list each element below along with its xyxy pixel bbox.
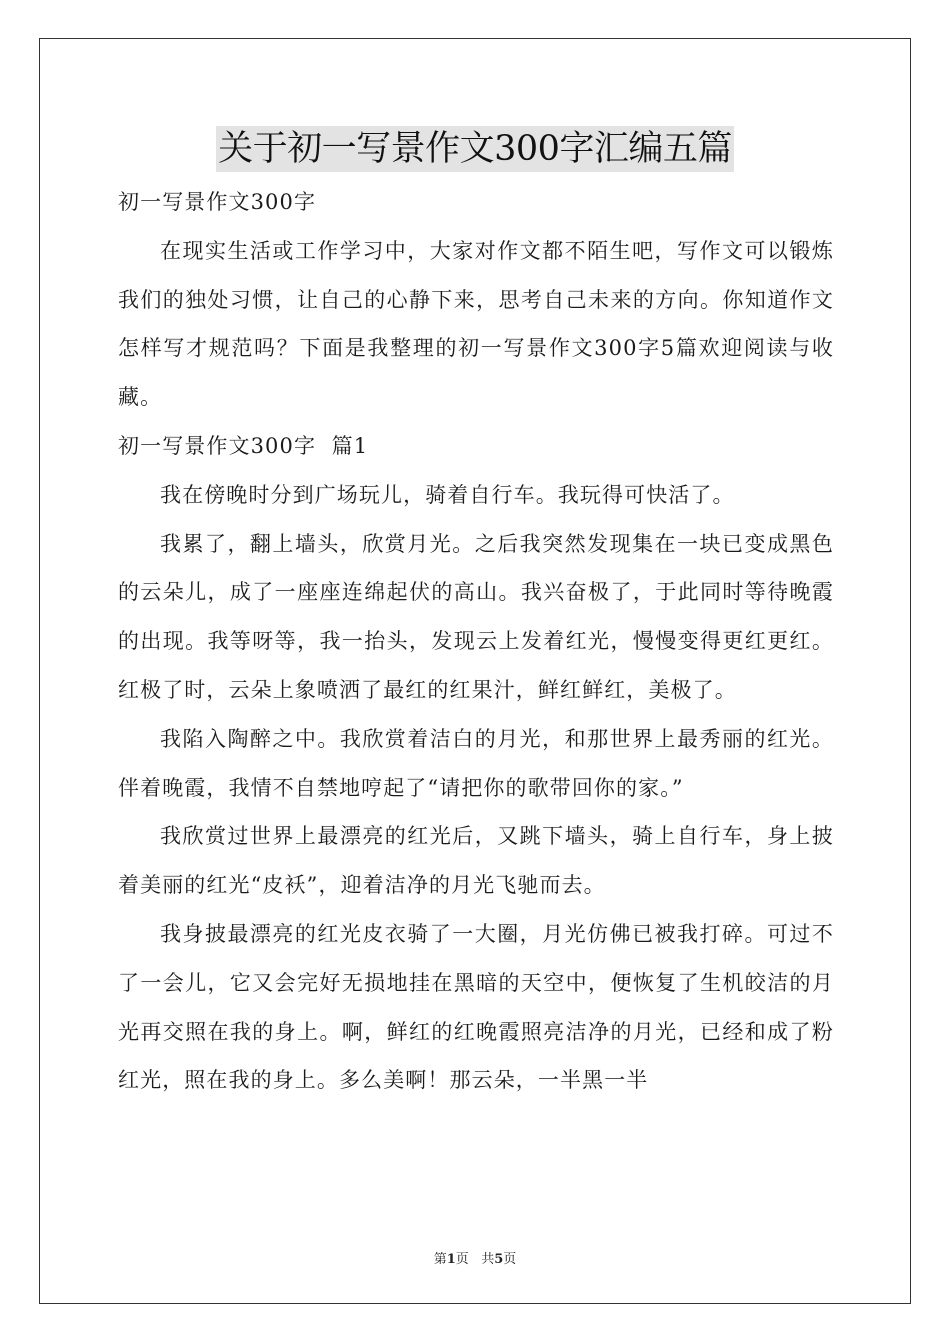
- paragraph-5: 我身披最漂亮的红光皮衣骑了一大圈，月光仿佛已被我打碎。可过不了一会儿，它又会完好无损地挂在黑暗的天空中，便恢复了生机皎洁的月光再交照在我的身上。啊，鲜红的红晚霞照亮洁净的月光，已经和成了粉红光，照在我的身上。多么美啊！那云朵，一半黑一半: [118, 921, 834, 1093]
- section-heading: 初一写景作文300字: [118, 190, 317, 214]
- document-body: [118, 178, 834, 1105]
- paragraph-4: 我欣赏过世界上最漂亮的红光后，又跳下墙头，骑上自行车，身上披着美丽的红光“皮袄”，迎着洁净的月光飞驰而去。: [118, 824, 834, 898]
- footer-total-pages: 5: [494, 1252, 504, 1267]
- footer-current-page: 1: [446, 1252, 456, 1267]
- document-title: 关于初一写景作文300字汇编五篇: [216, 126, 734, 172]
- essay-heading: 初一写景作文300字 篇1: [118, 433, 369, 458]
- footer-total-prefix: 共: [481, 1252, 495, 1267]
- paragraph-1: 我在傍晚时分到广场玩儿，骑着自行车。我玩得可快活了。: [160, 482, 735, 507]
- footer-prefix: 第: [433, 1252, 447, 1267]
- paragraph-2: 我累了，翻上墙头，欣赏月光。之后我突然发现集在一块已变成黑色的云朵儿，成了一座座连绵起伏的高山。我兴奋极了，于此同时等待晚霞的出现。我等呀等，我一抬头，发现云上发着红光，慢慢变得更红更红。红极了时，云朵上象喷洒了最红的红果汁，鲜红鲜红，美极了。: [118, 531, 834, 702]
- footer-total-suffix: 页: [503, 1252, 517, 1267]
- footer-page-label: 页: [455, 1252, 469, 1267]
- intro-paragraph: 在现实生活或工作学习中，大家对作文都不陌生吧，写作文可以锻炼我们的独处习惯，让自己的心静下来，思考自己未来的方向。你知道作文怎样写才规范吗？下面是我整理的初一写景作文300字5篇欢迎阅读与收藏。: [118, 238, 834, 410]
- paragraph-3: 我陷入陶醉之中。我欣赏着洁白的月光，和那世界上最秀丽的红光。伴着晚霞，我情不自禁地哼起了“请把你的歌带回你的家。”: [118, 726, 834, 800]
- page-footer: [0, 1248, 950, 1267]
- title-container: [0, 126, 950, 172]
